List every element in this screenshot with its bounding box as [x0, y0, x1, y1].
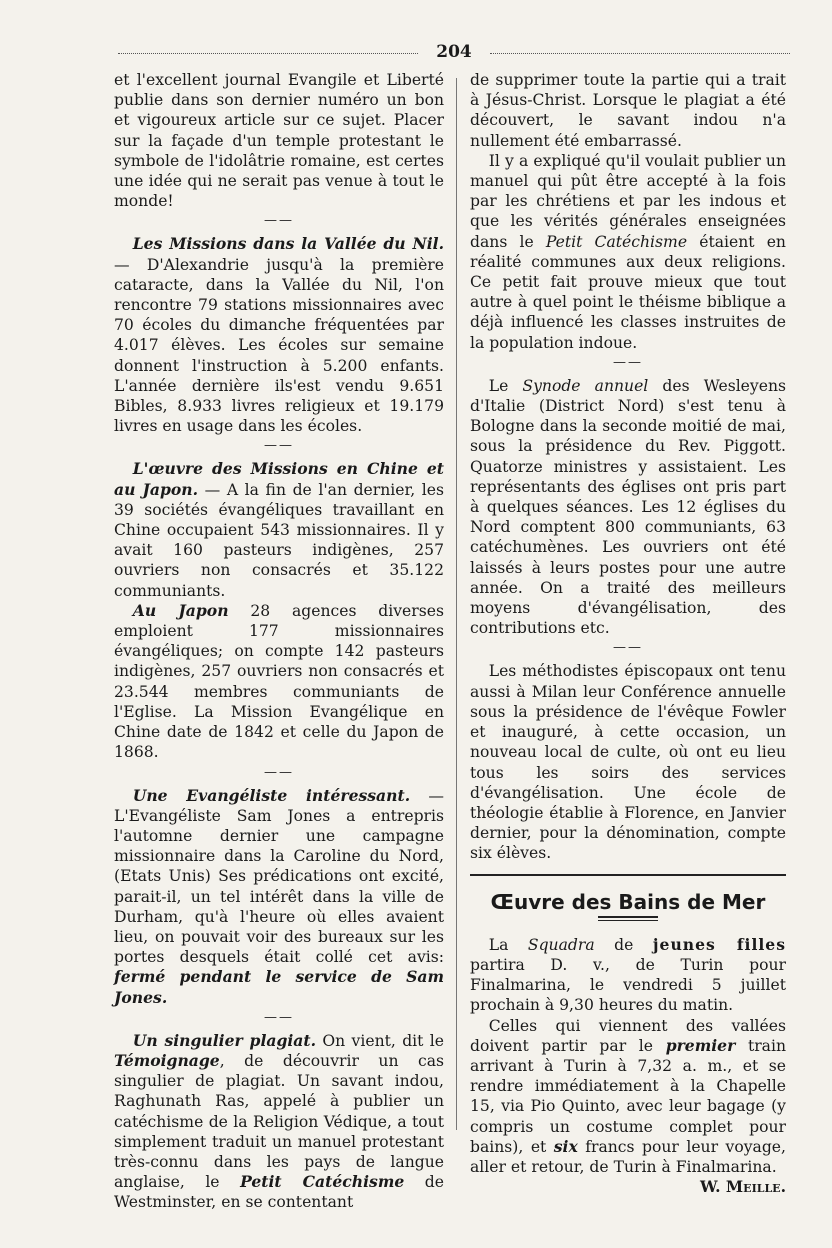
plagiat-text: On vient, dit le — [316, 1031, 444, 1050]
bains-text: de — [594, 935, 653, 954]
plagiat-continuation: de supprimer toute la partie qui a trait à Jésus-Christ. Lorsque le plagiat a été découvert, le savant indou n'a nullement été embarrassé. — [470, 71, 786, 150]
article-nile-title: Les Missions dans la Vallée du Nil. — [132, 234, 444, 254]
article-evangelist-title: Une Evangéliste intéressant. — [132, 785, 411, 805]
plagiat-explanation-text: Il y a expliqué qu'il voulait publier un manuel qui pût être accepté à la fois par les chrétiens et par les indous et que les vérités générales enseignées dans le — [470, 151, 786, 251]
celles-text: train arrivant à Turin à 7,32 a. m., et se rendre immédiatement à la Chapelle 15, via Pio Quinto, avec leur bagage (y compris un costume complet pour bains), et — [470, 1036, 786, 1156]
right-column — [470, 70, 786, 1197]
evangelist-notice: fermé pendant le service de Sam Jones. — [114, 967, 444, 1007]
article-plagiat-title: Un singulier plagiat. — [132, 1030, 317, 1050]
separator: —— — [264, 764, 294, 780]
plagiat-text: de Westminster, en se contentant — [114, 1173, 444, 1212]
celles-text: Celles qui viennent des vallées doivent partir par le — [470, 1016, 786, 1055]
six: six — [553, 1136, 578, 1156]
article-celles — [470, 1016, 786, 1178]
article-evangelist-body: — L'Evangéliste Sam Jones a entrepris l'automne dernier une campagne missionnaire dans la Caroline du Nord, (Etats Unis) Ses prédications ont excité, parait-il, un tel intérêt dans la ville de Durham, qu'à l'heure où elles avaient lieu, on pouvait voir des bureaux sur les portes desquels était collé cet avis: — [114, 786, 444, 967]
celles-text: francs pour leur voyage, aller et retour, de Turin à Finalmarina. — [470, 1137, 786, 1176]
section-title-rule — [598, 916, 658, 921]
article-evangelist — [114, 786, 444, 1008]
synode-text: des Wesleyens d'Italie (District Nord) s'est tenu à Bologne dans la seconde moitié de mai, sous la présidence du Rev. Piggott. Quatorze ministres y assistaient. Les représentants des églises ont pris part à quelques séances. Les 12 églises du Nord comptent 800 communiants, 63 catéchumènes. Les ouvriers ont été laissés à leurs postes pour une autre année. On a traité des meilleurs moyens d'évangélisation, des contributions etc. — [470, 376, 786, 638]
plagiat-petit-catechisme: Petit Catéchisme — [240, 1172, 405, 1192]
article-methodistes: Les méthodistes épiscopaux ont tenu aussi à Milan leur Conférence annuelle sous la présidence de l'évêque Fowler et inauguré, à cette occasion, un nouveau local de culte, où ont eu lieu tous les soirs des services d'évangélisation. Une école de théologie établie à Florence, en Janvier dernier, pour la dénomination, compte six élèves. — [470, 662, 786, 863]
bains-text: partira D. v., de Turin pour Finalmarina, le vendredi 5 juillet prochain à 9,30 heures du matin. — [470, 955, 786, 1015]
section-rule — [470, 874, 786, 876]
plagiat-temoignage: Témoignage — [114, 1050, 220, 1070]
japan-lead: Au Japon — [132, 600, 229, 620]
article-bains — [470, 935, 786, 1016]
column-divider — [456, 78, 457, 1130]
separator: —— — [613, 640, 643, 656]
article-plagiat — [114, 1031, 444, 1213]
synode-text: Le — [488, 376, 523, 395]
article-nile-body: — D'Alexandrie jusqu'à la première cataracte, dans la Vallée du Nil, l'on rencontre 79 stations missionnaires avec 70 écoles du dimanche fréquentées par 4.017 élèves. Les écoles sur semaine donnent l'instruction à 5.200 enfants. L'année dernière ils'est vendu 9.651 Bibles, 8.933 livres religieux et 19.179 livres en usage dans les écoles. — [114, 255, 444, 436]
bains-text: La — [488, 935, 528, 954]
article-japan — [114, 601, 444, 763]
synode-annuel: Synode annuel — [522, 376, 649, 395]
article-china-title: L'œuvre des Missions en Chine et au Japon. — [114, 459, 444, 499]
separator: —— — [264, 213, 294, 229]
japan-body: 28 agences diverses emploient 177 missionnaires évangéliques; on compte 142 pasteurs indigènes, 257 ouvriers non consacrés et 23.544 membres communiants de l'Eglise. La Mission Evangélique en Chine date de 1842 et celle du Japon de 1868. — [114, 601, 444, 762]
plagiat-explanation — [470, 151, 786, 353]
squadra: Squadra — [527, 935, 595, 954]
section-title: Œuvre des Bains de Mer — [490, 889, 766, 914]
jeunes-filles: jeunes filles — [652, 934, 786, 954]
left-column — [114, 70, 444, 1213]
article-china — [114, 459, 444, 600]
article-continuation: et l'excellent journal Evangile et Liberté publie dans son dernier numéro un bon et vigoureux article sur ce sujet. Placer sur la façade d'un temple protestant le symbole de l'idolâtrie romaine, est certes une idée qui ne serait pas venue à tout le monde! — [114, 71, 444, 211]
premier: premier — [665, 1035, 736, 1055]
separator: —— — [264, 438, 294, 454]
plagiat-text: , de découvrir un cas singulier de plagiat. Un savant indou, Raghunath Ras, appelé à publier un catéchisme de la Religion Védique, a tout simplement traduit un manuel protestant très-connu dans les pays de langue anglaise, le — [114, 1051, 444, 1192]
separator: —— — [613, 354, 643, 370]
separator: —— — [264, 1009, 294, 1025]
plagiat-explanation-text: étaient en réalité communes aux deux religions. Ce petit fait prouve mieux que tout autre à quel point le théisme biblique a déjà influencé les classes instruites de la population indoue. — [470, 232, 786, 352]
signature: W. Meille. — [699, 1177, 786, 1197]
article-synode — [470, 376, 786, 639]
article-nile — [114, 234, 444, 436]
page-number: 204 — [118, 42, 790, 62]
article-china-body: — A la fin de l'an dernier, les 39 sociétés évangéliques travaillant en Chine occupaient 543 missionnaires. Il y avait 160 pasteurs indigènes, 257 ouvriers non consacrés et 35.122 communiants. — [114, 480, 444, 600]
petit-catechisme: Petit Catéchisme — [545, 232, 688, 251]
